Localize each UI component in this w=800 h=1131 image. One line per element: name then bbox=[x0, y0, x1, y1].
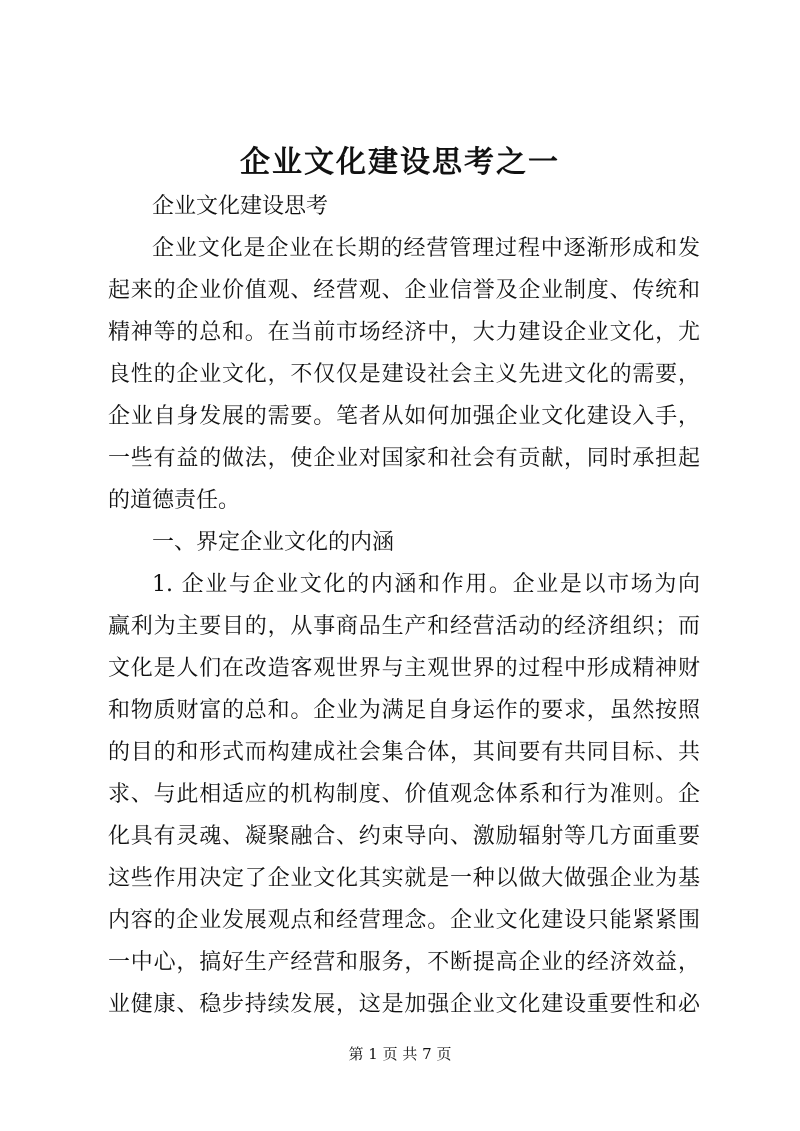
paragraph-line: 企业文化是企业在长期的经营管理过程中逐渐形成和发 bbox=[152, 236, 700, 261]
paragraph-line: 求、与此相适应的机构制度、价值观念体系和行为准则。企 bbox=[108, 782, 700, 807]
paragraph-line: 一中心，搞好生产经营和服务，不断提高企业的经济效益， bbox=[108, 950, 700, 975]
paragraph-line: 赢利为主要目的，从事商品生产和经营活动的经济组织；而 bbox=[108, 614, 700, 639]
paragraph-line: 内容的企业发展观点和经营理念。企业文化建设只能紧紧围 bbox=[108, 908, 700, 933]
paragraph-line: 的道德责任。 bbox=[108, 488, 241, 513]
paragraph-line: 文化是人们在改造客观世界与主观世界的过程中形成精神财 bbox=[108, 656, 700, 681]
paragraph-line: 一些有益的做法，使企业对国家和社会有贡献，同时承担起 bbox=[108, 446, 700, 471]
paragraph-line: 起来的企业价值观、经营观、企业信誉及企业制度、传统和 bbox=[108, 278, 700, 303]
paragraph-line: 的目的和形式而构建成社会集合体，其间要有共同目标、共 bbox=[108, 740, 700, 765]
paragraph-line: 1. 企业与企业文化的内涵和作用。企业是以市场为向 bbox=[152, 572, 700, 597]
paragraph-line: 良性的企业文化，不仅仅是建设社会主义先进文化的需要， bbox=[108, 362, 700, 387]
page-number: 第 1 页 共 7 页 bbox=[348, 1045, 452, 1063]
paragraph-line: 业健康、稳步持续发展，这是加强企业文化建设重要性和必 bbox=[108, 992, 700, 1017]
paragraph-line: 企业自身发展的需要。笔者从如何加强企业文化建设入手， bbox=[108, 404, 700, 429]
paragraph-line: 化具有灵魂、凝聚融合、约束导向、激励辐射等几方面重要 bbox=[108, 824, 700, 849]
page-footer bbox=[0, 1043, 800, 1065]
paragraph-line: 精神等的总和。在当前市场经济中，大力建设企业文化，尤 bbox=[108, 320, 700, 345]
section-heading: 一、界定企业文化的内涵 bbox=[152, 530, 395, 555]
paragraph-line: 这些作用决定了企业文化其实就是一种以做大做强企业为基 bbox=[108, 866, 700, 891]
document-body bbox=[108, 186, 700, 1026]
document-title: 企业文化建设思考之一 bbox=[240, 145, 560, 180]
section-subtitle: 企业文化建设思考 bbox=[152, 194, 329, 219]
paragraph-line: 和物质财富的总和。企业为满足自身运作的要求，虽然按照 bbox=[108, 698, 700, 723]
